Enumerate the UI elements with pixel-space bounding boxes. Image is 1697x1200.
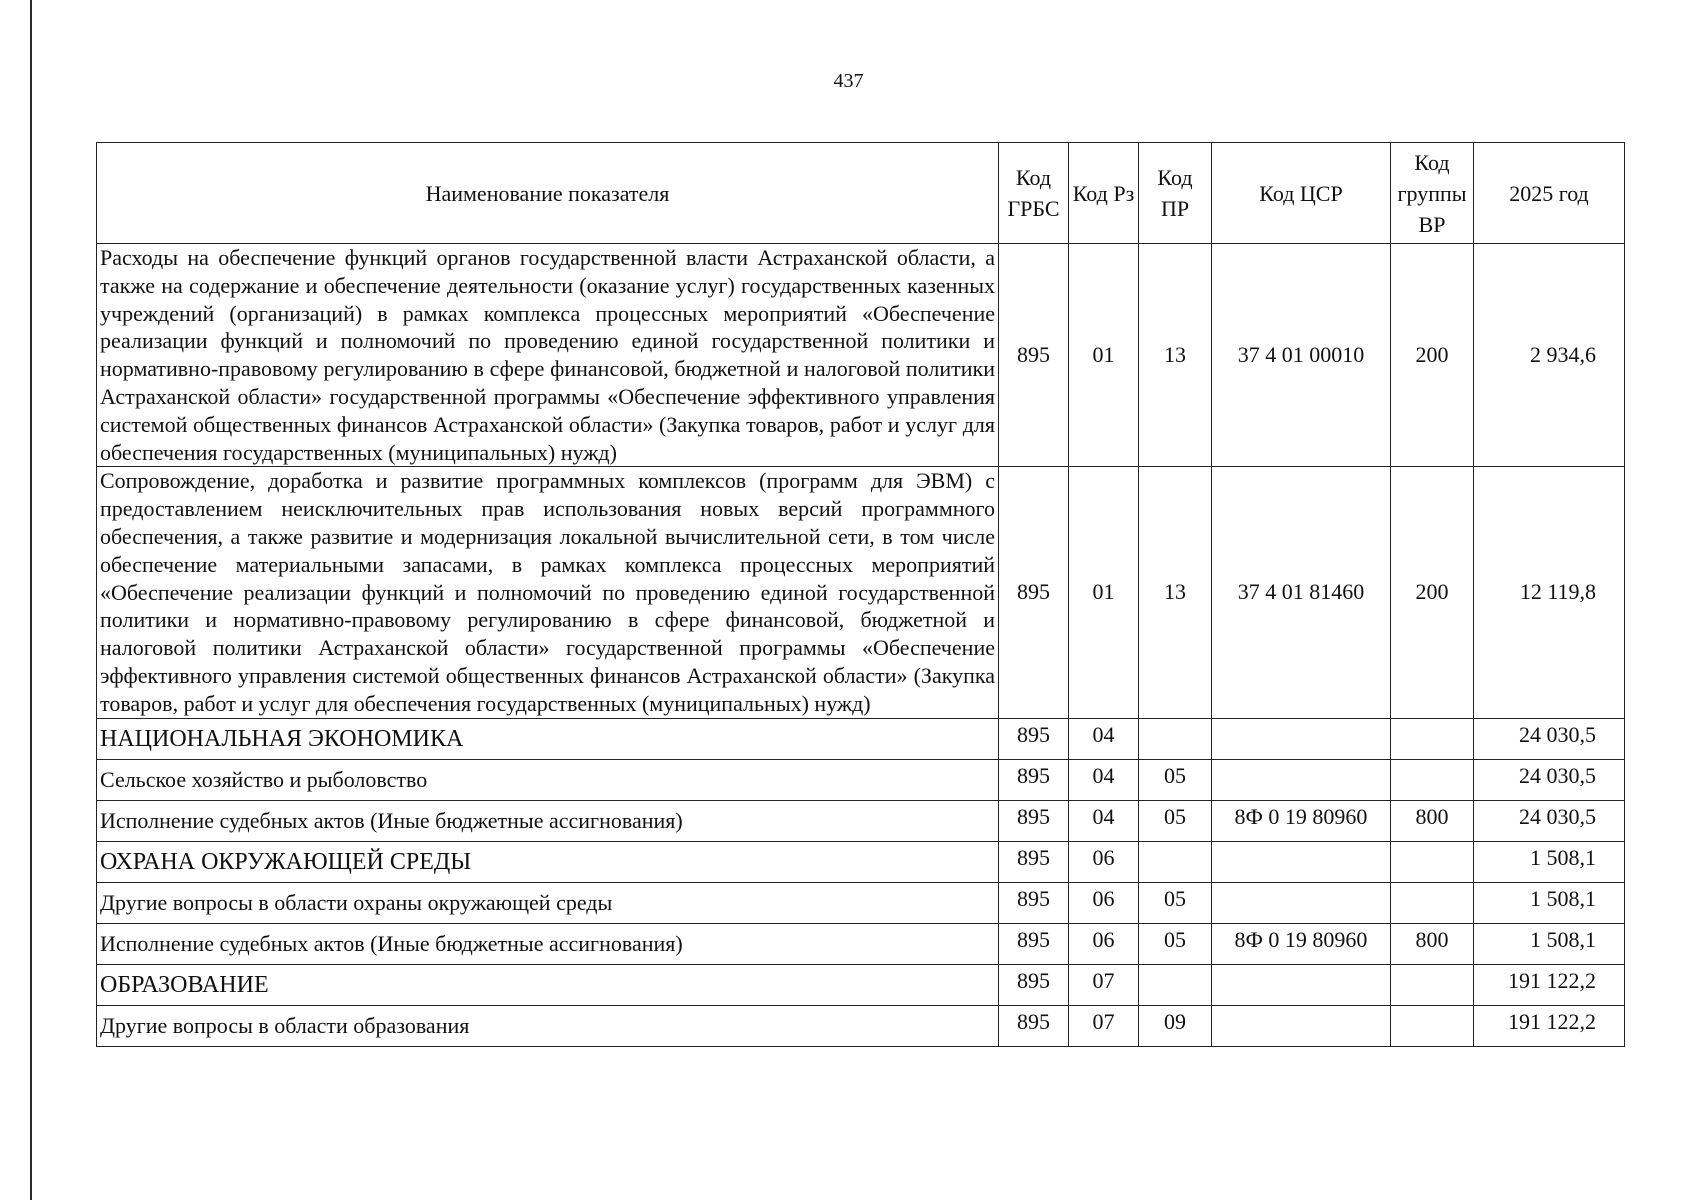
row-amount: 1 508,1: [1474, 841, 1625, 882]
row-pr: [1139, 718, 1212, 759]
row-amount: 1 508,1: [1474, 923, 1625, 964]
row-name: НАЦИОНАЛЬНАЯ ЭКОНОМИКА: [97, 718, 999, 759]
header-csr: Код ЦСР: [1212, 143, 1391, 244]
row-vr: [1391, 882, 1474, 923]
table-row: [97, 759, 1625, 800]
row-pr: 05: [1139, 800, 1212, 841]
row-pr: 13: [1139, 467, 1212, 718]
table-row: [97, 467, 1625, 718]
row-amount: 1 508,1: [1474, 882, 1625, 923]
row-name: ОХРАНА ОКРУЖАЮЩЕЙ СРЕДЫ: [97, 841, 999, 882]
row-vr: [1391, 964, 1474, 1005]
header-vr: Код группы ВР: [1391, 143, 1474, 244]
row-csr: 8Ф 0 19 80960: [1212, 800, 1391, 841]
header-name: Наименование показателя: [97, 143, 999, 244]
row-vr: [1391, 1005, 1474, 1046]
row-rz: 04: [1069, 759, 1139, 800]
budget-table: [96, 142, 1625, 1047]
row-csr: 37 4 01 81460: [1212, 467, 1391, 718]
row-csr: [1212, 1005, 1391, 1046]
row-name: Расходы на обеспечение функций органов государственной власти Астраханской области, а также на содержание и обеспечение деятельности (оказание услуг) государственных казенных учреждений (организаций) в рамках комплекса процессных мероприятий «Обеспечение реализации функций и полномочий по проведению единой государственной политики и нормативно-правовому регулированию в сфере финансовой, бюджетной и налоговой политики Астраханской области» государственной программы «Обеспечение эффективного управления системой общественных финансов Астраханской области» (Закупка товаров, работ и услуг для обеспечения государственных (муниципальных) нужд): [97, 244, 999, 467]
row-rz: 01: [1069, 244, 1139, 467]
table-row: [97, 841, 1625, 882]
row-amount: 12 119,8: [1474, 467, 1625, 718]
row-amount: 24 030,5: [1474, 800, 1625, 841]
row-csr: 8Ф 0 19 80960: [1212, 923, 1391, 964]
row-vr: [1391, 841, 1474, 882]
row-csr: [1212, 841, 1391, 882]
row-pr: [1139, 841, 1212, 882]
row-rz: 07: [1069, 964, 1139, 1005]
table-row: [97, 718, 1625, 759]
row-amount: 24 030,5: [1474, 718, 1625, 759]
row-vr: [1391, 718, 1474, 759]
row-name: Исполнение судебных актов (Иные бюджетные ассигнования): [97, 800, 999, 841]
row-grbs: 895: [999, 882, 1069, 923]
row-name: Исполнение судебных актов (Иные бюджетные ассигнования): [97, 923, 999, 964]
row-csr: [1212, 718, 1391, 759]
header-pr: Код ПР: [1139, 143, 1212, 244]
table-header-row: [97, 143, 1625, 244]
row-grbs: 895: [999, 1005, 1069, 1046]
row-pr: 05: [1139, 923, 1212, 964]
row-vr: 200: [1391, 467, 1474, 718]
row-vr: 200: [1391, 244, 1474, 467]
table-row: [97, 244, 1625, 467]
row-rz: 07: [1069, 1005, 1139, 1046]
row-grbs: 895: [999, 800, 1069, 841]
row-name: Другие вопросы в области охраны окружающей среды: [97, 882, 999, 923]
row-pr: 05: [1139, 759, 1212, 800]
header-year: 2025 год: [1474, 143, 1625, 244]
row-rz: 06: [1069, 882, 1139, 923]
row-name: Сопровождение, доработка и развитие программных комплексов (программ для ЭВМ) с предоставлением неисключительных прав использования новых версий программного обеспечения, а также развитие и модернизация локальной вычислительной сети, в том числе обеспечение материальными запасами, в рамках комплекса процессных мероприятий «Обеспечение реализации функций и полномочий по проведению единой государственной политики и нормативно-правовому регулированию в сфере финансовой, бюджетной и налоговой политики Астраханской области» государственной программы «Обеспечение эффективного управления системой общественных финансов Астраханской области» (Закупка товаров, работ и услуг для обеспечения государственных (муниципальных) нужд): [97, 467, 999, 718]
row-name: Другие вопросы в области образования: [97, 1005, 999, 1046]
row-name: ОБРАЗОВАНИЕ: [97, 964, 999, 1005]
row-amount: 191 122,2: [1474, 1005, 1625, 1046]
table-row: [97, 800, 1625, 841]
row-amount: 191 122,2: [1474, 964, 1625, 1005]
row-pr: 09: [1139, 1005, 1212, 1046]
table-row: [97, 964, 1625, 1005]
table-row: [97, 882, 1625, 923]
row-vr: 800: [1391, 923, 1474, 964]
row-grbs: 895: [999, 467, 1069, 718]
row-pr: 13: [1139, 244, 1212, 467]
row-name: Сельское хозяйство и рыболовство: [97, 759, 999, 800]
row-amount: 2 934,6: [1474, 244, 1625, 467]
row-csr: 37 4 01 00010: [1212, 244, 1391, 467]
row-pr: 05: [1139, 882, 1212, 923]
row-vr: [1391, 759, 1474, 800]
table-row: [97, 1005, 1625, 1046]
row-pr: [1139, 964, 1212, 1005]
page-number: 437: [833, 70, 864, 92]
row-rz: 04: [1069, 800, 1139, 841]
row-rz: 06: [1069, 841, 1139, 882]
row-csr: [1212, 882, 1391, 923]
header-grbs: Код ГРБС: [999, 143, 1069, 244]
row-grbs: 895: [999, 841, 1069, 882]
row-vr: 800: [1391, 800, 1474, 841]
row-grbs: 895: [999, 244, 1069, 467]
row-rz: 04: [1069, 718, 1139, 759]
row-csr: [1212, 964, 1391, 1005]
row-grbs: 895: [999, 759, 1069, 800]
scan-edge-line: [30, 0, 32, 1200]
row-grbs: 895: [999, 964, 1069, 1005]
row-csr: [1212, 759, 1391, 800]
row-amount: 24 030,5: [1474, 759, 1625, 800]
row-rz: 06: [1069, 923, 1139, 964]
row-grbs: 895: [999, 718, 1069, 759]
header-rz: Код Рз: [1069, 143, 1139, 244]
row-rz: 01: [1069, 467, 1139, 718]
row-grbs: 895: [999, 923, 1069, 964]
table-row: [97, 923, 1625, 964]
